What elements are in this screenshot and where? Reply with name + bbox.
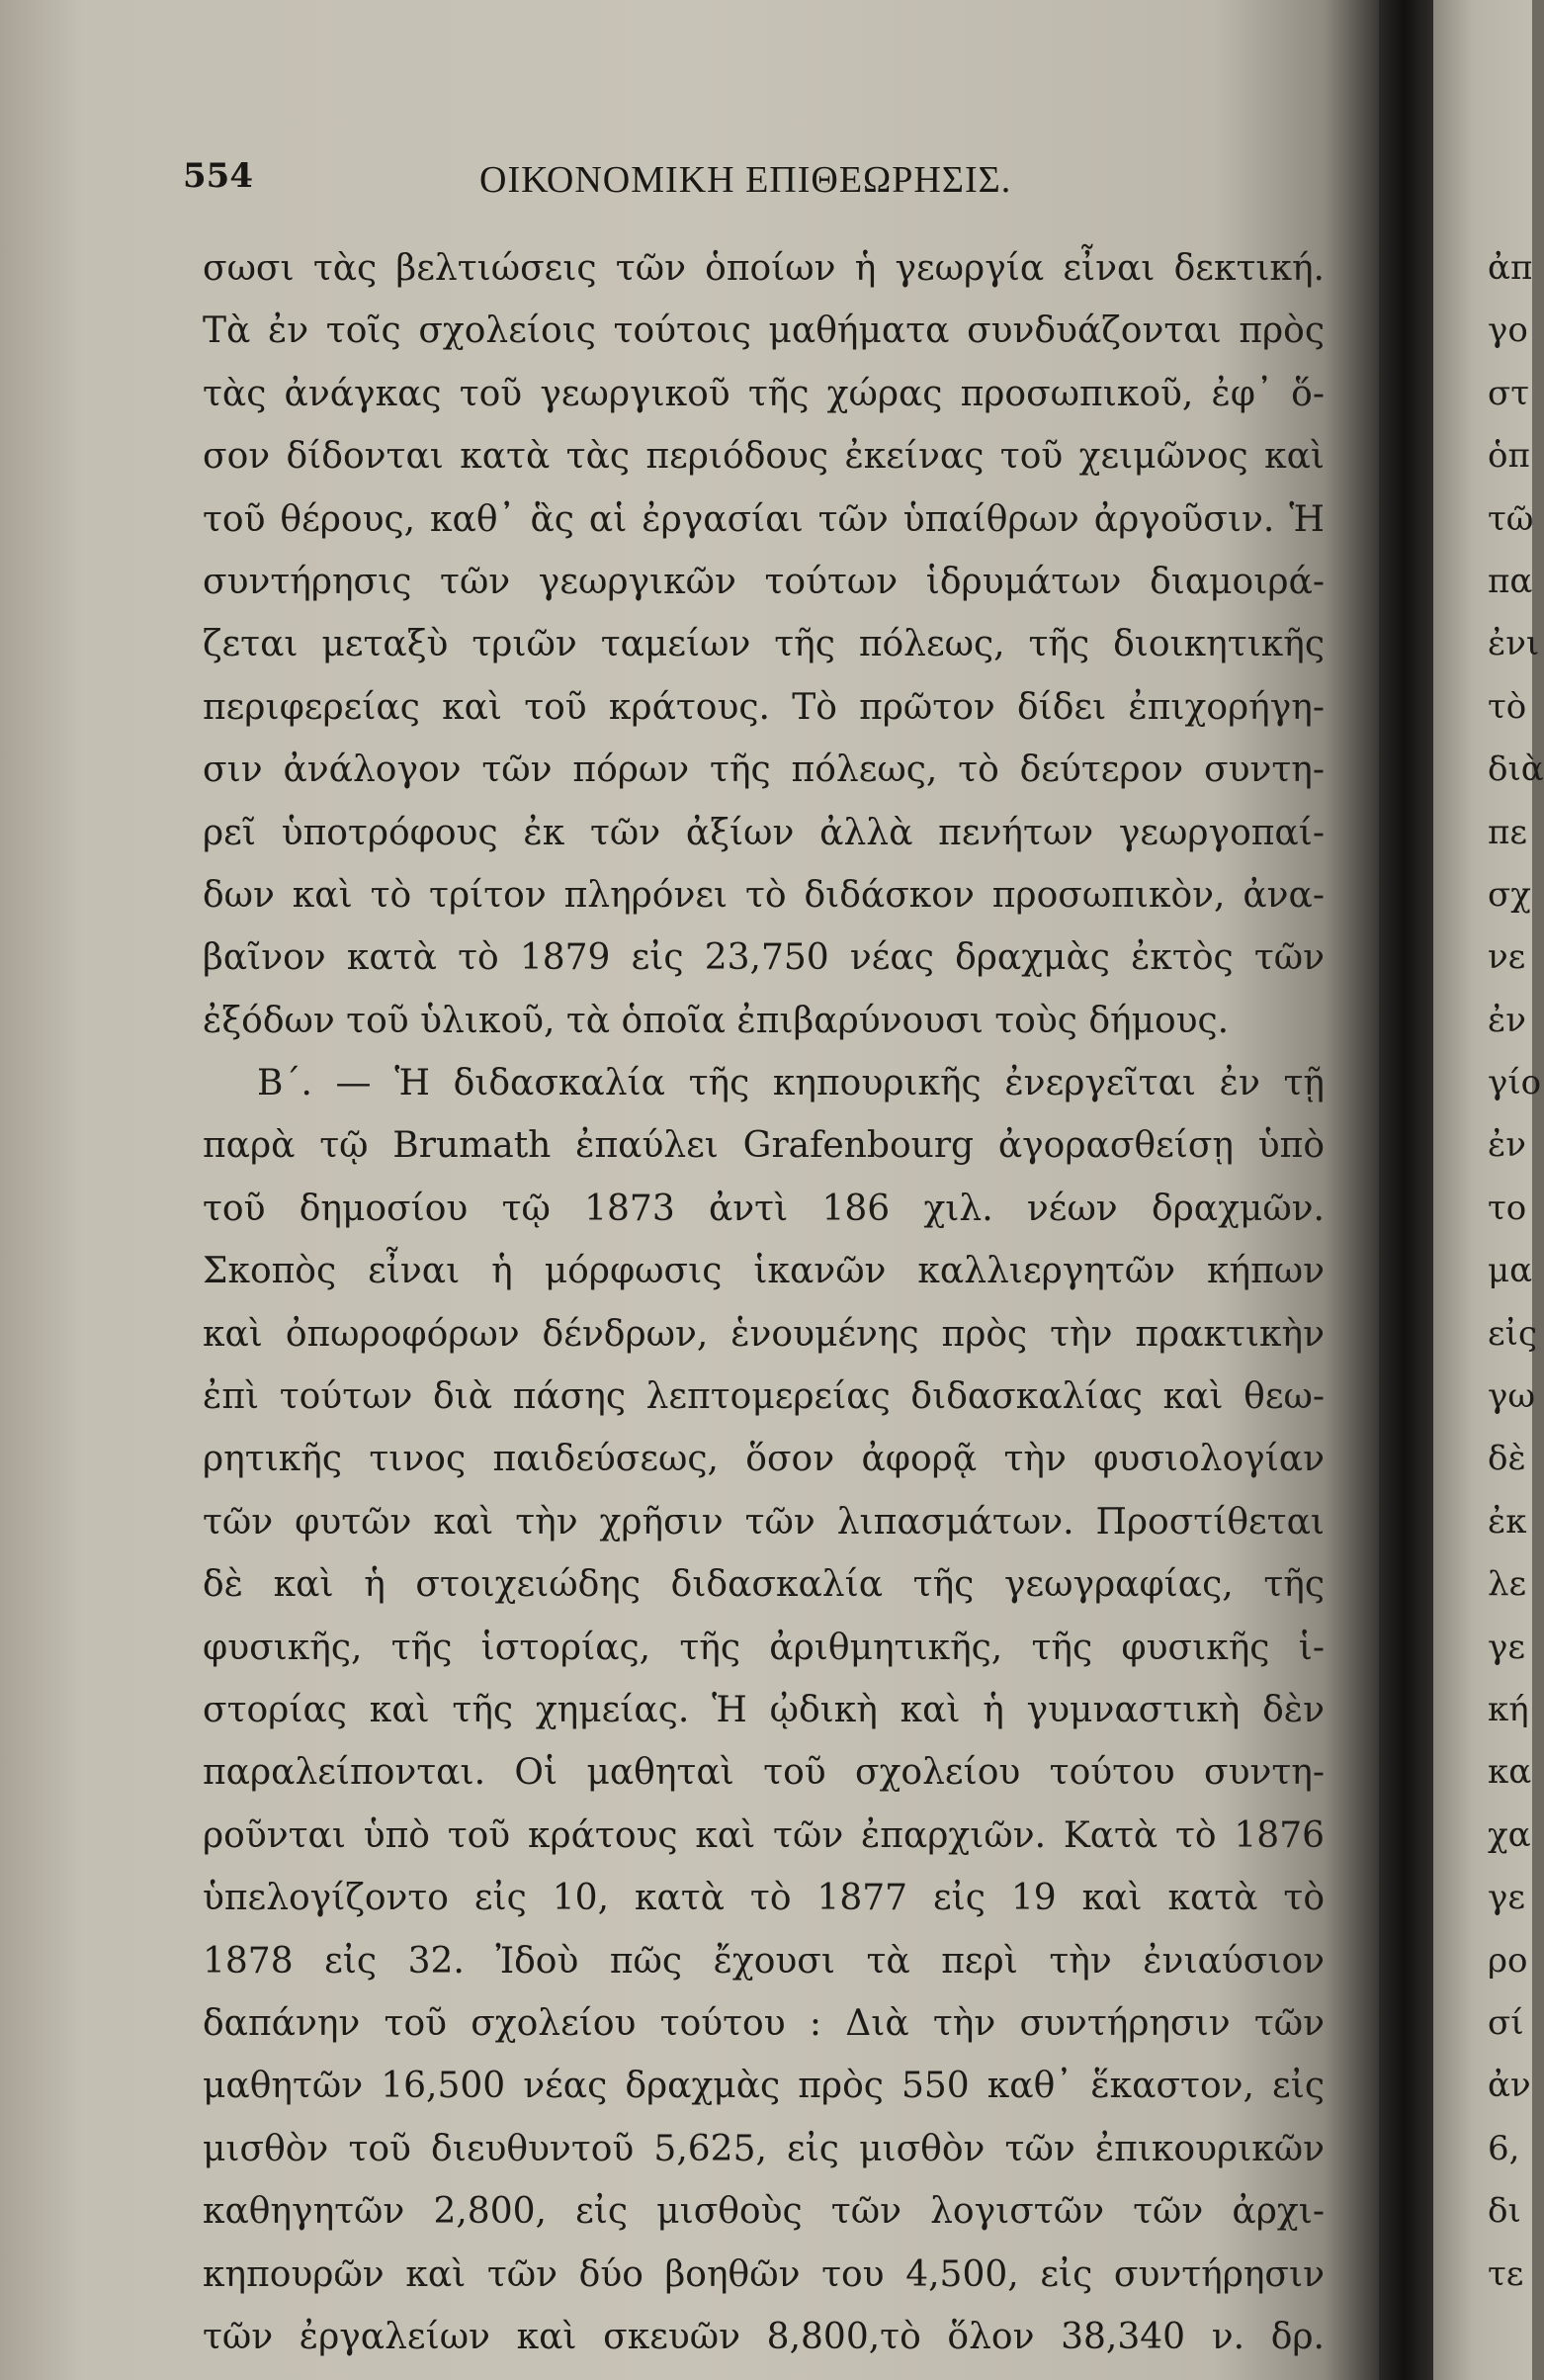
text-line: μαθητῶν 16,500 νέας δραχμὰς πρὸς 550 καθ᾽ ἕκαστον, εἰς	[203, 2066, 1325, 2107]
page-number: 554	[183, 156, 253, 196]
facing-page-fragment: στ	[1488, 373, 1530, 413]
text-line: βαῖνον κατὰ τὸ 1879 εἰς 23,750 νέας δραχμὰς ἐκτὸς τῶν	[203, 937, 1325, 979]
facing-page-fragment: ἐν	[1488, 1000, 1526, 1040]
facing-page-fragment: γε	[1488, 1878, 1525, 1918]
text-line: ἐπὶ τούτων διὰ πάσης λεπτομερείας διδασκαλίας καὶ θεω-	[203, 1376, 1325, 1418]
facing-page-fragment: διὰ	[1488, 749, 1544, 790]
text-line: Β΄. — Ἡ διδασκαλία τῆς κηπουρικῆς ἐνεργεῖται ἐν τῇ	[257, 1063, 1325, 1104]
text-line: τῶν φυτῶν καὶ τὴν χρῆσιν τῶν λιπασμάτων. Προστίθεται	[203, 1501, 1325, 1543]
facing-page-fragment: σχ	[1488, 874, 1531, 915]
facing-page-text	[1488, 237, 1544, 2306]
text-line: σον δίδονται κατὰ τὰς περιόδους ἐκείνας τοῦ χειμῶνος καὶ	[203, 436, 1325, 478]
facing-page-fragment: γο	[1488, 310, 1528, 351]
facing-page-fragment: ἐν	[1488, 1125, 1526, 1166]
text-line: κηπουρῶν καὶ τῶν δύο βοηθῶν του 4,500, εἰς συντήρησιν	[203, 2253, 1325, 2295]
text-line: καθηγητῶν 2,800, εἰς μισθοὺς τῶν λογιστῶν τῶν ἀρχι-	[203, 2191, 1325, 2233]
facing-page-fragment: 6,	[1488, 2128, 1520, 2168]
text-line: Σκοπὸς εἶναι ἡ μόρφωσις ἱκανῶν καλλιεργητῶν κήπων	[203, 1251, 1325, 1292]
facing-page-fragment: πα	[1488, 561, 1533, 601]
text-line: 1878 εἰς 32. Ἰδοὺ πῶς ἔχουσι τὰ περὶ τὴν ἐνιαύσιον	[203, 1940, 1325, 1982]
facing-page-fragment: δὲ	[1488, 1439, 1526, 1479]
facing-page-fragment: ἀπ	[1488, 248, 1533, 288]
text-line: τοῦ δημοσίου τῷ 1873 ἀντὶ 186 χιλ. νέων δραχμῶν.	[203, 1188, 1325, 1229]
facing-page-fragment: λε	[1488, 1564, 1527, 1605]
text-line: στορίας καὶ τῆς χημείας. Ἡ ᾠδικὴ καὶ ἡ γυμναστικὴ δὲν	[203, 1689, 1325, 1730]
facing-page-fragment: γω	[1488, 1376, 1536, 1417]
facing-page-fragment: νε	[1488, 937, 1526, 978]
facing-page-fragment: ἐκ	[1488, 1501, 1527, 1542]
text-line: ρεῖ ὑποτρόφους ἐκ τῶν ἀξίων ἀλλὰ πενήτων γεωργοπαί-	[203, 812, 1325, 853]
text-line: καὶ ὀπωροφόρων δένδρων, ἑνουμένης πρὸς τὴν πρακτικὴν	[203, 1313, 1325, 1355]
text-line: μισθὸν τοῦ διευθυντοῦ 5,625, εἰς μισθὸν τῶν ἐπικουρικῶν	[203, 2128, 1325, 2169]
facing-page-fragment: γίο	[1488, 1063, 1542, 1103]
text-line: παραλείπονται. Οἱ μαθηταὶ τοῦ σχολείου τούτου συντη-	[203, 1752, 1325, 1794]
text-line: τὰς ἀνάγκας τοῦ γεωργικοῦ τῆς χώρας προσωπικοῦ, ἐφ᾽ ὅ-	[203, 373, 1325, 414]
facing-page-fragment: ἀν	[1488, 2066, 1531, 2106]
facing-page-fragment: τε	[1488, 2253, 1524, 2294]
text-line: Τὰ ἐν τοῖς σχολείοις τούτοις μαθήματα συνδυάζονται πρὸς	[203, 310, 1325, 352]
facing-page-fragment: το	[1488, 1188, 1527, 1228]
facing-page-fragment: τὸ	[1488, 686, 1527, 727]
facing-page-fragment: μα	[1488, 1251, 1533, 1291]
text-line: δων καὶ τὸ τρίτον πληρόνει τὸ διδάσκον προσωπικὸν, ἀνα-	[203, 874, 1325, 916]
page-header	[183, 148, 1339, 218]
facing-page-fragment: κα	[1488, 1752, 1532, 1793]
text-line: ζεται μεταξὺ τριῶν ταμείων τῆς πόλεως, τῆς διοικητικῆς	[203, 624, 1325, 665]
facing-page-fragment: ρο	[1488, 1940, 1528, 1981]
text-line: παρὰ τῷ Brumath ἐπαύλει Grafenbourg ἀγορασθείσῃ ὑπὸ	[203, 1125, 1325, 1167]
text-line: σωσι τὰς βελτιώσεις τῶν ὁποίων ἡ γεωργία εἶναι δεκτική.	[203, 248, 1325, 289]
text-line: δὲ καὶ ἡ στοιχειώδης διδασκαλία τῆς γεωγραφίας, τῆς	[203, 1564, 1325, 1606]
text-line: τῶν ἐργαλείων καὶ σκευῶν 8,800,τὸ ὅλον 38,340 ν. δρ.	[203, 2316, 1325, 2357]
facing-page-fragment: χα	[1488, 1814, 1531, 1855]
running-head: ΟΙΚΟΝΟΜΙΚΗ ΕΠΙΘΕΩΡΗΣΙΣ.	[479, 159, 1012, 201]
text-line: δαπάνην τοῦ σχολείου τούτου : Διὰ τὴν συντήρησιν τῶν	[203, 2002, 1325, 2044]
text-line: σιν ἀνάλογον τῶν πόρων τῆς πόλεως, τὸ δεύτερον συντη-	[203, 749, 1325, 791]
facing-page-fragment: σί	[1488, 2002, 1524, 2043]
facing-page-fragment: εἰς	[1488, 1313, 1537, 1354]
text-line: περιφερείας καὶ τοῦ κράτους. Τὸ πρῶτον δίδει ἐπιχορήγη-	[203, 686, 1325, 728]
text-line: ροῦνται ὑπὸ τοῦ κράτους καὶ τῶν ἐπαρχιῶν. Κατὰ τὸ 1876	[203, 1814, 1325, 1856]
text-line: ἐξόδων τοῦ ὑλικοῦ, τὰ ὁποῖα ἐπιβαρύνουσι τοὺς δήμους.	[203, 1000, 1230, 1041]
text-line: τοῦ θέρους, καθ᾽ ἃς αἱ ἐργασίαι τῶν ὑπαίθρων ἀργοῦσιν. Ἡ	[203, 498, 1325, 540]
facing-page-fragment: γε	[1488, 1627, 1525, 1667]
book-gutter	[1379, 0, 1433, 2380]
text-line: φυσικῆς, τῆς ἱστορίας, τῆς ἀριθμητικῆς, τῆς φυσικῆς ἱ-	[203, 1627, 1325, 1668]
facing-page-fragment: τῶ	[1488, 498, 1534, 539]
text-line: ὑπελογίζοντο εἰς 10, κατὰ τὸ 1877 εἰς 19 καὶ κατὰ τὸ	[203, 1878, 1325, 1919]
facing-page-fragment: πε	[1488, 812, 1527, 852]
text-line: συντήρησις τῶν γεωργικῶν τούτων ἱδρυμάτων διαμοιρά-	[203, 561, 1325, 602]
text-line: ρητικῆς τινος παιδεύσεως, ὅσον ἀφορᾷ τὴν φυσιολογίαν	[203, 1439, 1325, 1480]
body-text	[203, 237, 1325, 2368]
facing-page-fragment: δι	[1488, 2191, 1521, 2232]
facing-page-fragment: κή	[1488, 1689, 1529, 1729]
facing-page-fragment: ὁπ	[1488, 436, 1530, 477]
facing-page-fragment: ἐνι	[1488, 624, 1540, 664]
